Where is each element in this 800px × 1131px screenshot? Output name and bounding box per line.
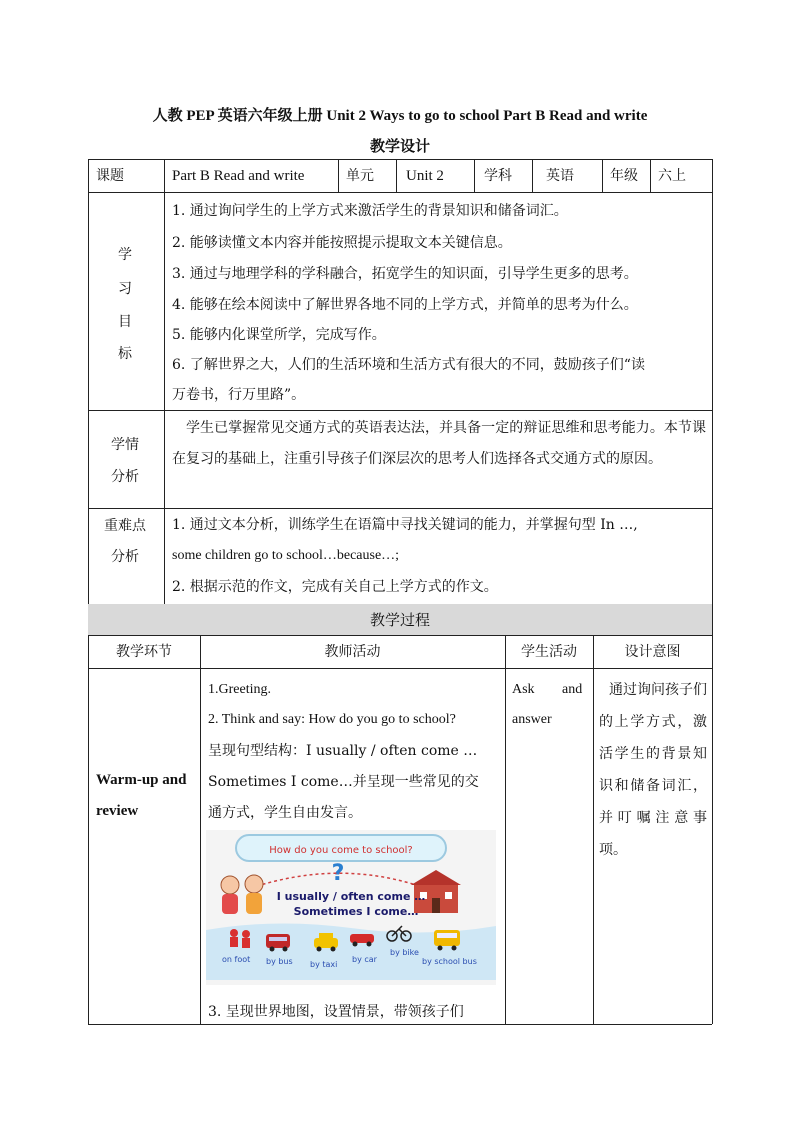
teacher-line-4: Sometimes I come…并呈现一些常见的交 — [208, 774, 479, 790]
document-title: 人教 PEP 英语六年级上册 Unit 2 Ways to go to school Part B Read and write — [152, 108, 648, 124]
grade-value: 六上 — [658, 168, 686, 184]
goal-item: 4. 能够在绘本阅读中了解世界各地不同的上学方式，并简单的思考为什么。 — [172, 297, 638, 313]
mode-label: by car — [352, 955, 377, 964]
goal-item: 万卷书，行万里路”。 — [172, 387, 306, 403]
teacher-line-2: 2. Think and say: How do you go to school? — [208, 712, 456, 727]
unit-value: Unit 2 — [406, 168, 444, 184]
process-banner — [88, 604, 712, 635]
header-intent: 设计意图 — [624, 644, 681, 660]
subject-label: 学科 — [484, 168, 512, 184]
goals-label-char-1: 学 — [118, 247, 132, 263]
mode-label: by bus — [266, 957, 293, 966]
stage-line-2: review — [96, 803, 139, 819]
illustration-question: How do you come to school? — [269, 845, 413, 856]
difficulty-label-line1: 重难点 — [104, 518, 146, 534]
difficulty-line-2: some children go to school…because…; — [172, 548, 400, 563]
goal-item: 1. 通过询问学生的上学方式来激活学生的背景知识和储备词汇。 — [172, 203, 568, 219]
header-student: 学生活动 — [521, 644, 577, 660]
topic-label: 课题 — [96, 168, 124, 184]
svg-text:?: ? — [331, 861, 345, 886]
document-subtitle: 教学设计 — [369, 137, 430, 155]
teacher-line-1: 1.Greeting. — [208, 682, 271, 697]
process-banner-text: 教学过程 — [369, 611, 430, 629]
subject-value: 英语 — [546, 168, 574, 184]
goal-item: 2. 能够读懂文本内容并能按照提示提取文本关键信息。 — [172, 235, 512, 251]
goals-label-char-3: 目 — [118, 314, 132, 330]
student-and: and — [562, 682, 583, 697]
student-answer: answer — [512, 712, 552, 727]
mode-label: by taxi — [310, 960, 338, 969]
grade-label: 年级 — [610, 168, 638, 184]
mode-label: on foot — [222, 955, 251, 964]
difficulty-label-line2: 分析 — [111, 549, 139, 565]
difficulty-line-1: 1. 通过文本分析，训练学生在语篇中寻找关键词的能力，并掌握句型 In …, — [172, 517, 638, 533]
goal-item: 3. 通过与地理学科的学科融合，拓宽学生的知识面，引导学生更多的思考。 — [172, 266, 638, 282]
header-stage: 教学环节 — [116, 644, 172, 660]
student-ask: Ask — [512, 682, 535, 697]
unit-label: 单元 — [346, 168, 374, 184]
teacher-line-3: 呈现句型结构：I usually / often come … — [208, 743, 478, 759]
stage-line-1: Warm-up and — [96, 772, 187, 788]
intent-text: 通过询问孩子们的上学方式，激活学生的背景知识和储备词汇，并叮嘱注意事项。 — [599, 682, 707, 858]
mode-label: by school bus — [422, 957, 477, 966]
goal-item: 5. 能够内化课堂所学，完成写作。 — [172, 327, 386, 343]
illustration-line2: Sometimes I come… — [293, 905, 419, 918]
analysis-label-line2: 分析 — [111, 469, 139, 485]
teacher-line-5: 通方式，学生自由发言。 — [208, 805, 362, 821]
goals-label-char-4: 标 — [118, 346, 132, 362]
topic-value: Part B Read and write — [172, 168, 305, 184]
goals-label-char-2: 习 — [118, 281, 132, 297]
goal-item: 6. 了解世界之大，人们的生活环境和生活方式有很大的不同，鼓励孩子们“读 — [172, 357, 645, 373]
illustration — [206, 830, 496, 985]
illustration-line1: I usually / often come … — [276, 890, 426, 903]
teacher-line-6: 3. 呈现世界地图，设置情景，带领孩子们 — [208, 1004, 464, 1020]
analysis-label-line1: 学情 — [111, 437, 139, 453]
analysis-text: 学生已掌握常见交通方式的英语表达法，并具备一定的辩证思维和思考能力。本节课在复习的基础上，注重引导孩子们深层次的思考人们选择各式交通方式的原因。 — [172, 420, 706, 467]
header-teacher: 教师活动 — [324, 644, 381, 660]
difficulty-line-3: 2. 根据示范的作文，完成有关自己上学方式的作文。 — [172, 579, 498, 595]
mode-label: by bike — [390, 948, 419, 957]
